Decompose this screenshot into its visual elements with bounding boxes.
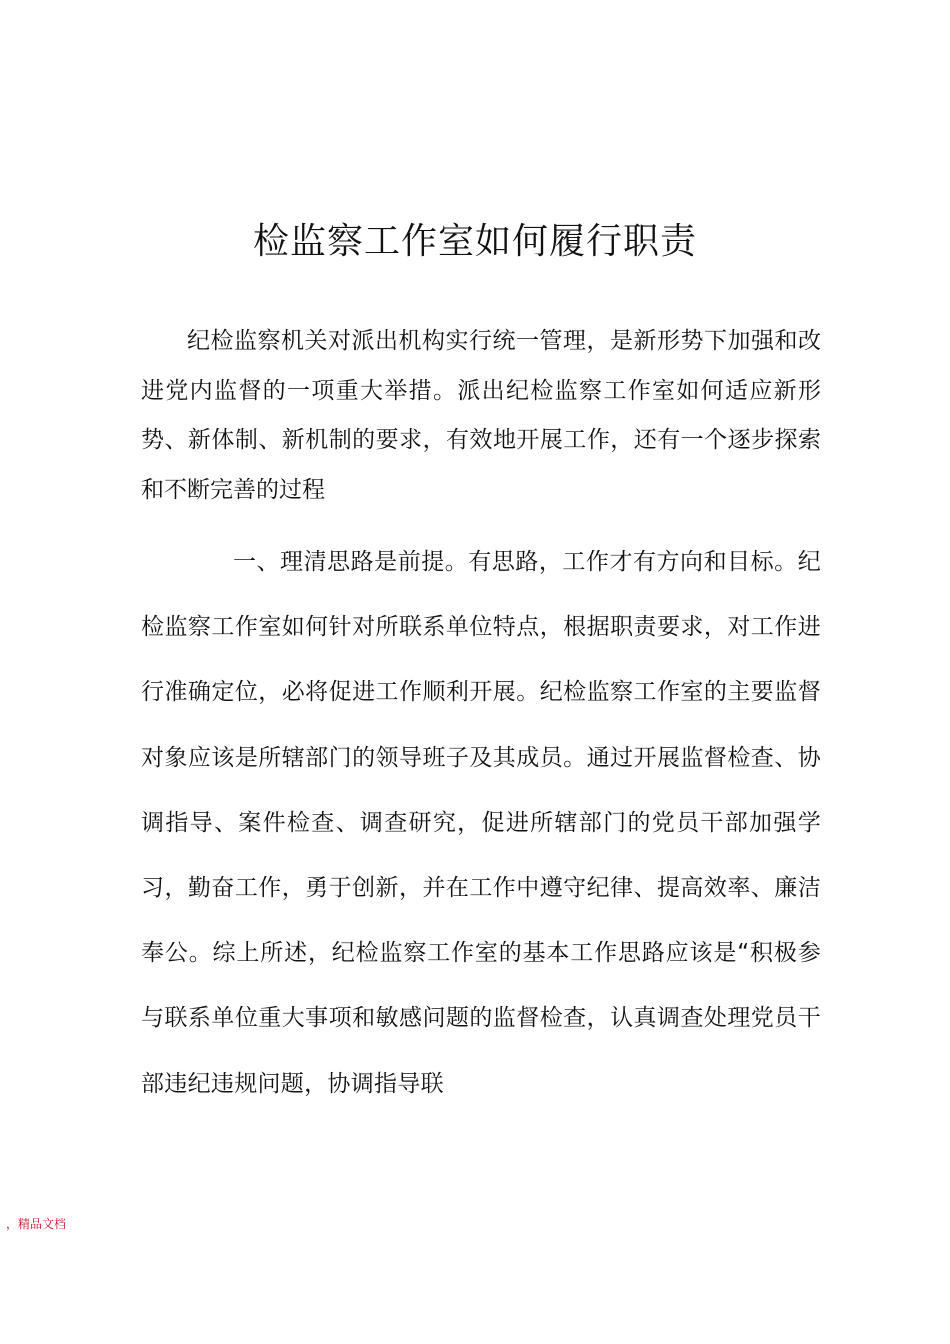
section-paragraph: 一、理清思路是前提。有思路，工作才有方向和目标。纪检监察工作室如何针对所联系单位特点，根据职责要求，对工作进行准确定位，必将促进工作顺利开展。纪检监察工作室的主要监督对象应该是所辖部门的领导班子及其成员。通过开展监督检查、协调指导、案件检查、调查研究，促进所辖部门的党员干部加强学习，勤奋工作，勇于创新，并在工作中遵守纪律、提高效率、廉洁奉公。综上所述，纪检监察工作室的基本工作思路应该是“积极参与联系单位重大事项和敏感问题的监督检查，认真调查处理党员干部违纪违规问题，协调指导联	[141, 549, 821, 1097]
footer-watermark-note: ，精品文档	[6, 1217, 67, 1231]
document-title: 检监察工作室如何履行职责	[252, 221, 697, 262]
intro-paragraph: 纪检监察机关对派出机构实行统一管理，是新形势下加强和改进党内监督的一项重大举措。派出纪检监察工作室如何适应新形势、新体制、新机制的要求，有效地开展工作，还有一个逐步探索和不断完善的过程	[141, 328, 821, 503]
